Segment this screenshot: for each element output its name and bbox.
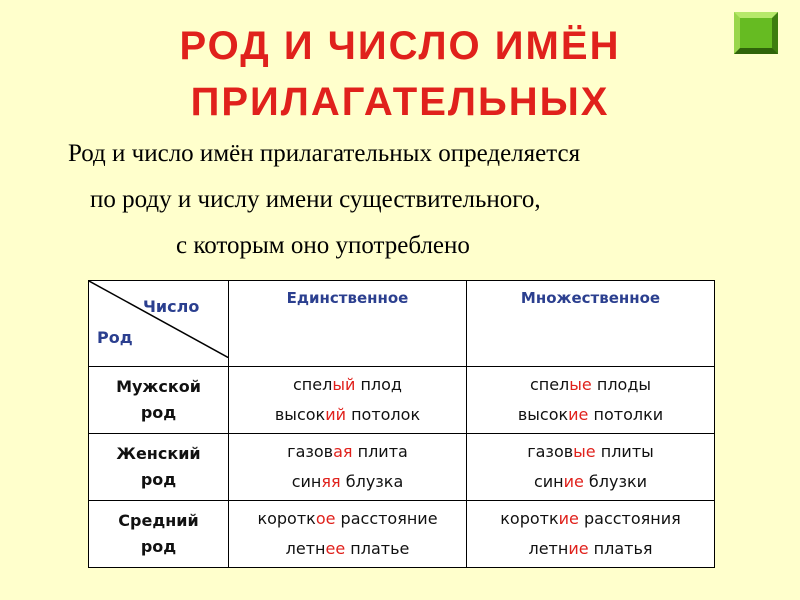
title-line-2: ПРИЛАГАТЕЛЬНЫХ xyxy=(190,80,610,124)
adjective-stem: летн xyxy=(528,539,569,558)
table-header-row xyxy=(89,281,715,367)
noun-word: плиты xyxy=(595,442,654,461)
noun-word: плита xyxy=(352,442,408,461)
example-phrase xyxy=(467,504,714,534)
adjective-ending: ие xyxy=(568,405,589,424)
example-phrase xyxy=(467,437,714,467)
noun-word: плоды xyxy=(591,375,652,394)
adjective-ending: ое xyxy=(315,509,336,528)
gender-word: род xyxy=(140,537,177,556)
row-header-gender xyxy=(89,367,229,434)
gender-word: Средний xyxy=(118,511,199,530)
adjective-stem: летн xyxy=(285,539,326,558)
adjective-ending: ее xyxy=(325,539,346,558)
noun-word: блузка xyxy=(340,472,404,491)
corner-cell xyxy=(89,281,229,367)
adjective-stem: газов xyxy=(287,442,334,461)
example-phrase xyxy=(229,370,466,400)
adjective-ending: ая xyxy=(333,442,353,461)
table-row xyxy=(89,434,715,501)
adjective-ending: ие xyxy=(558,509,579,528)
adjective-ending: ый xyxy=(332,375,356,394)
noun-word: платье xyxy=(345,539,410,558)
gender-word: Женский xyxy=(116,444,201,463)
adjective-gender-number-table xyxy=(88,280,715,568)
adjective-stem: спел xyxy=(529,375,570,394)
noun-word: платья xyxy=(588,539,653,558)
title-line-1: РОД И ЧИСЛО ИМЁН xyxy=(179,24,621,68)
gender-word: род xyxy=(140,470,177,489)
intro-line-1: Род и число имён прилагательных определяется xyxy=(68,140,581,167)
example-phrase xyxy=(467,534,714,564)
gender-word: род xyxy=(140,403,177,422)
adjective-stem: син xyxy=(533,472,564,491)
adjective-stem: коротк xyxy=(500,509,559,528)
noun-word: расстояние xyxy=(335,509,438,528)
adjective-stem: спел xyxy=(293,375,333,394)
adjective-ending: ие xyxy=(563,472,584,491)
example-phrase xyxy=(229,467,466,497)
intro-line-3: с которым оно употреблено xyxy=(176,232,470,259)
noun-word: потолки xyxy=(588,405,664,424)
table-row xyxy=(89,501,715,568)
example-phrase xyxy=(467,467,714,497)
adjective-ending: ые xyxy=(569,375,592,394)
adjective-ending: яя xyxy=(321,472,341,491)
example-phrase xyxy=(229,400,466,430)
noun-word: потолок xyxy=(345,405,421,424)
example-cell-plural xyxy=(467,367,715,434)
intro-line-2: по роду и числу имени существительного, xyxy=(90,186,541,213)
example-phrase xyxy=(229,437,466,467)
noun-word: плод xyxy=(355,375,402,394)
column-header-singular: Единственное xyxy=(229,281,467,367)
noun-word: блузки xyxy=(583,472,648,491)
gender-word: Мужской xyxy=(116,377,201,396)
adjective-stem: высок xyxy=(517,405,569,424)
green-square-button-icon[interactable] xyxy=(734,12,778,54)
adjective-stem: высок xyxy=(274,405,326,424)
noun-word: расстояния xyxy=(578,509,681,528)
example-cell-plural xyxy=(467,434,715,501)
example-phrase xyxy=(467,400,714,430)
example-phrase xyxy=(229,534,466,564)
adjective-stem: коротк xyxy=(257,509,316,528)
example-cell-singular xyxy=(229,501,467,568)
row-header-gender xyxy=(89,434,229,501)
column-header-plural: Множественное xyxy=(467,281,715,367)
row-header-gender xyxy=(89,501,229,568)
example-phrase xyxy=(229,504,466,534)
example-cell-singular xyxy=(229,367,467,434)
example-phrase xyxy=(467,370,714,400)
adjective-ending: ие xyxy=(568,539,589,558)
gender-label: Род xyxy=(97,328,133,347)
adjective-stem: син xyxy=(291,472,322,491)
adjective-ending: ий xyxy=(325,405,346,424)
adjective-stem: газов xyxy=(527,442,574,461)
page-title xyxy=(0,18,800,130)
example-cell-singular xyxy=(229,434,467,501)
example-cell-plural xyxy=(467,501,715,568)
number-label: Число xyxy=(143,297,200,316)
table-row xyxy=(89,367,715,434)
adjective-ending: ые xyxy=(573,442,596,461)
